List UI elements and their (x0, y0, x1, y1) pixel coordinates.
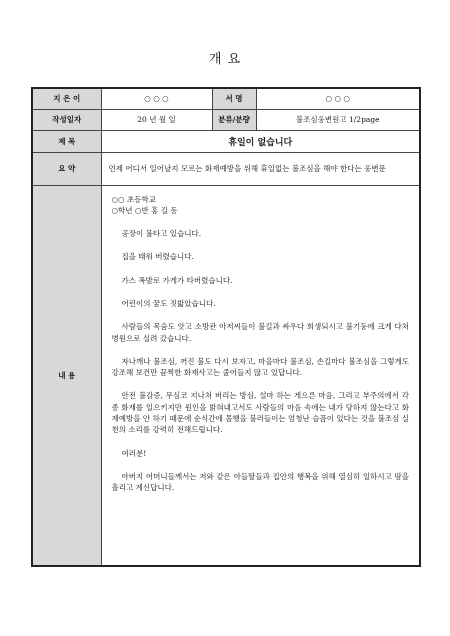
paragraph: 자나깨나 불조심, 꺼진 불도 다시 보자고, 마을마다 불조심, 손길마다 불조심을 그렇게도 강조해 보건만 끔찍한 화재사고는 줄어들지 않고 있답니다. (111, 356, 409, 378)
document-table (31, 87, 421, 567)
author-label: 지 은 이 (32, 88, 101, 109)
paragraph: 공장이 불타고 있습니다. (121, 229, 202, 239)
paragraph: 안전 불감증, 무심코 지나쳐 버리는 방심, 설마 하는 게으른 마음, 그리고 부주의에서 각종 화재를 일으키지만 원인을 밝혀내고서도 사람들의 마음 속에는 내가 당하지 않는다고 화재예방을 안 하기 때문에 순식간에 몰행을 불러들이는 엄청난 슬픔이 있다는 것을 불조심 실천의 소리를 강력히 전해드립니다. (111, 391, 409, 435)
paragraph: 사람들의 목숨도 앗고 소방관 아저씨들이 불길과 싸우다 희생되시고 불기둥에 크게 다쳐 병원으로 실려 갔습니다. (111, 322, 409, 343)
author-value: ○ ○ ○ (101, 88, 212, 109)
date-value: 20 년 월 일 (101, 109, 212, 130)
paragraph: 가스 폭발로 가게가 타버렸습니다. (121, 275, 233, 285)
name-value: ○ ○ ○ (256, 88, 420, 109)
category-value: 불조심웅변원고 1/2page (256, 109, 420, 130)
summary-row (32, 152, 420, 185)
summary-label: 요 약 (32, 152, 101, 185)
name-label: 서 명 (212, 88, 256, 109)
subject-label: 제 목 (32, 130, 101, 152)
document-title: 개 요 (208, 52, 242, 67)
content-row (32, 185, 420, 566)
paragraph: 어린이의 꿈도 짓밟았습니다. (121, 298, 216, 308)
content-body (101, 185, 420, 566)
author-row (32, 88, 420, 109)
paragraph: 집을 태워 버렸습니다. (121, 252, 194, 262)
paragraph: 여러분! (121, 448, 147, 458)
paragraph: 아버지 어머니들께서는 저와 같은 아들딸들과 집안의 행복을 위해 열심히 일하시고 땀을 흘리고 계신답니다. (111, 471, 409, 493)
subject-row (32, 130, 420, 152)
summary-value: 언제 어디서 일어날지 모르는 화재예방을 위해 휴일없는 불조심을 해야 한다는 웅변문 (101, 152, 420, 185)
date-label: 작성일자 (32, 109, 101, 130)
category-label: 분류/분량 (212, 109, 256, 130)
student-name: ○학년 ○반 홍 길 동 (111, 205, 178, 215)
date-row (32, 109, 420, 130)
subject-value: 휴일이 없습니다 (101, 130, 420, 152)
school-name: ○○ 초등학교 (111, 194, 156, 204)
content-label: 내 용 (32, 185, 101, 566)
